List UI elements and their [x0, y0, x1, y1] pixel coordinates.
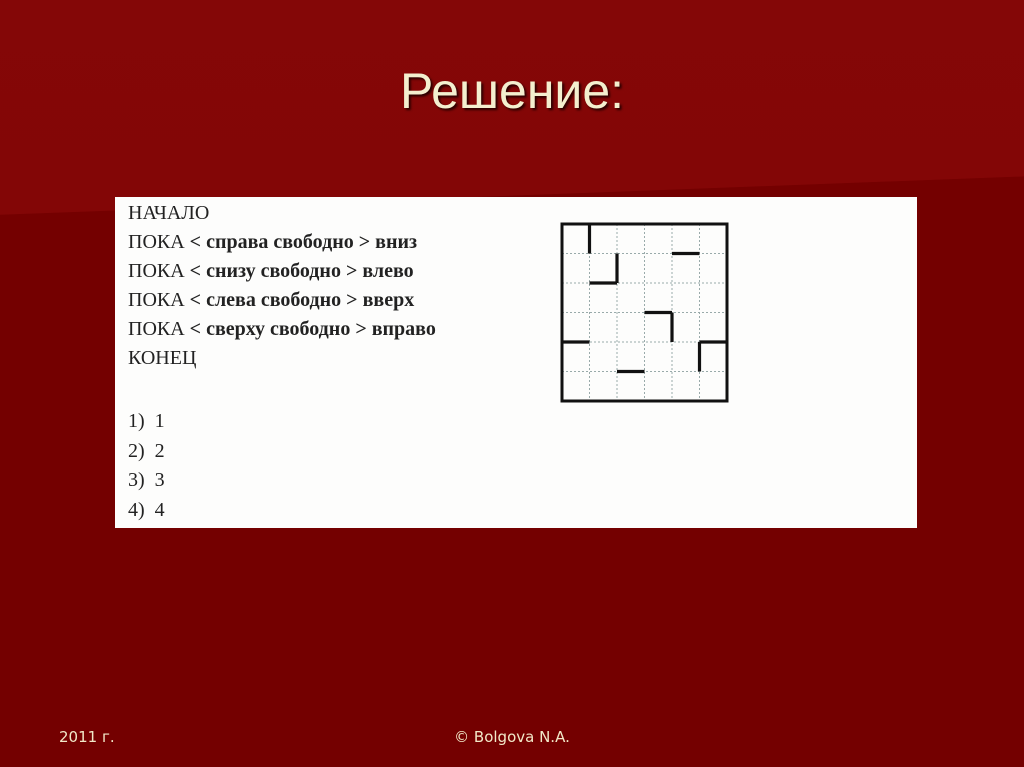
- condition: < слева свободно >: [189, 289, 358, 311]
- algorithm-line: [128, 257, 436, 286]
- condition: < сверху свободно >: [189, 318, 367, 340]
- option-number: 3): [128, 469, 145, 491]
- task-image-panel: [115, 197, 917, 528]
- action: вниз: [375, 231, 418, 253]
- keyword-poka: ПОКА: [128, 260, 185, 282]
- algorithm-start: НАЧАЛО: [128, 202, 210, 224]
- option-value: 1: [154, 410, 165, 432]
- option-value: 4: [154, 498, 165, 521]
- option-number: 1): [128, 410, 145, 432]
- answer-option: [128, 437, 165, 467]
- option-value: 2: [154, 439, 165, 462]
- action: влево: [362, 260, 414, 282]
- keyword-poka: ПОКА: [128, 231, 185, 253]
- condition: < справа свободно >: [189, 231, 371, 253]
- option-value: 3: [154, 469, 165, 491]
- algorithm-end: КОНЕЦ: [128, 347, 197, 369]
- algorithm-text: [128, 199, 436, 373]
- condition: < снизу свободно >: [189, 260, 358, 282]
- option-number: 4): [128, 498, 145, 521]
- option-number: 2): [128, 439, 145, 462]
- keyword-poka: ПОКА: [128, 289, 185, 311]
- action: вправо: [371, 318, 436, 340]
- maze-grid: [559, 221, 731, 407]
- answer-options: [128, 407, 165, 525]
- footer-date: 2011 г.: [59, 728, 115, 746]
- answer-option: [128, 407, 165, 437]
- answer-option: [128, 466, 165, 496]
- footer-author: © Bolgova N.A.: [454, 728, 570, 746]
- slide-title: Решение:: [399, 63, 625, 119]
- algorithm-line: [128, 286, 436, 315]
- algorithm-line: [128, 228, 436, 257]
- action: вверх: [362, 289, 415, 311]
- keyword-poka: ПОКА: [128, 318, 185, 340]
- answer-option: [128, 496, 165, 526]
- algorithm-line: [128, 315, 436, 344]
